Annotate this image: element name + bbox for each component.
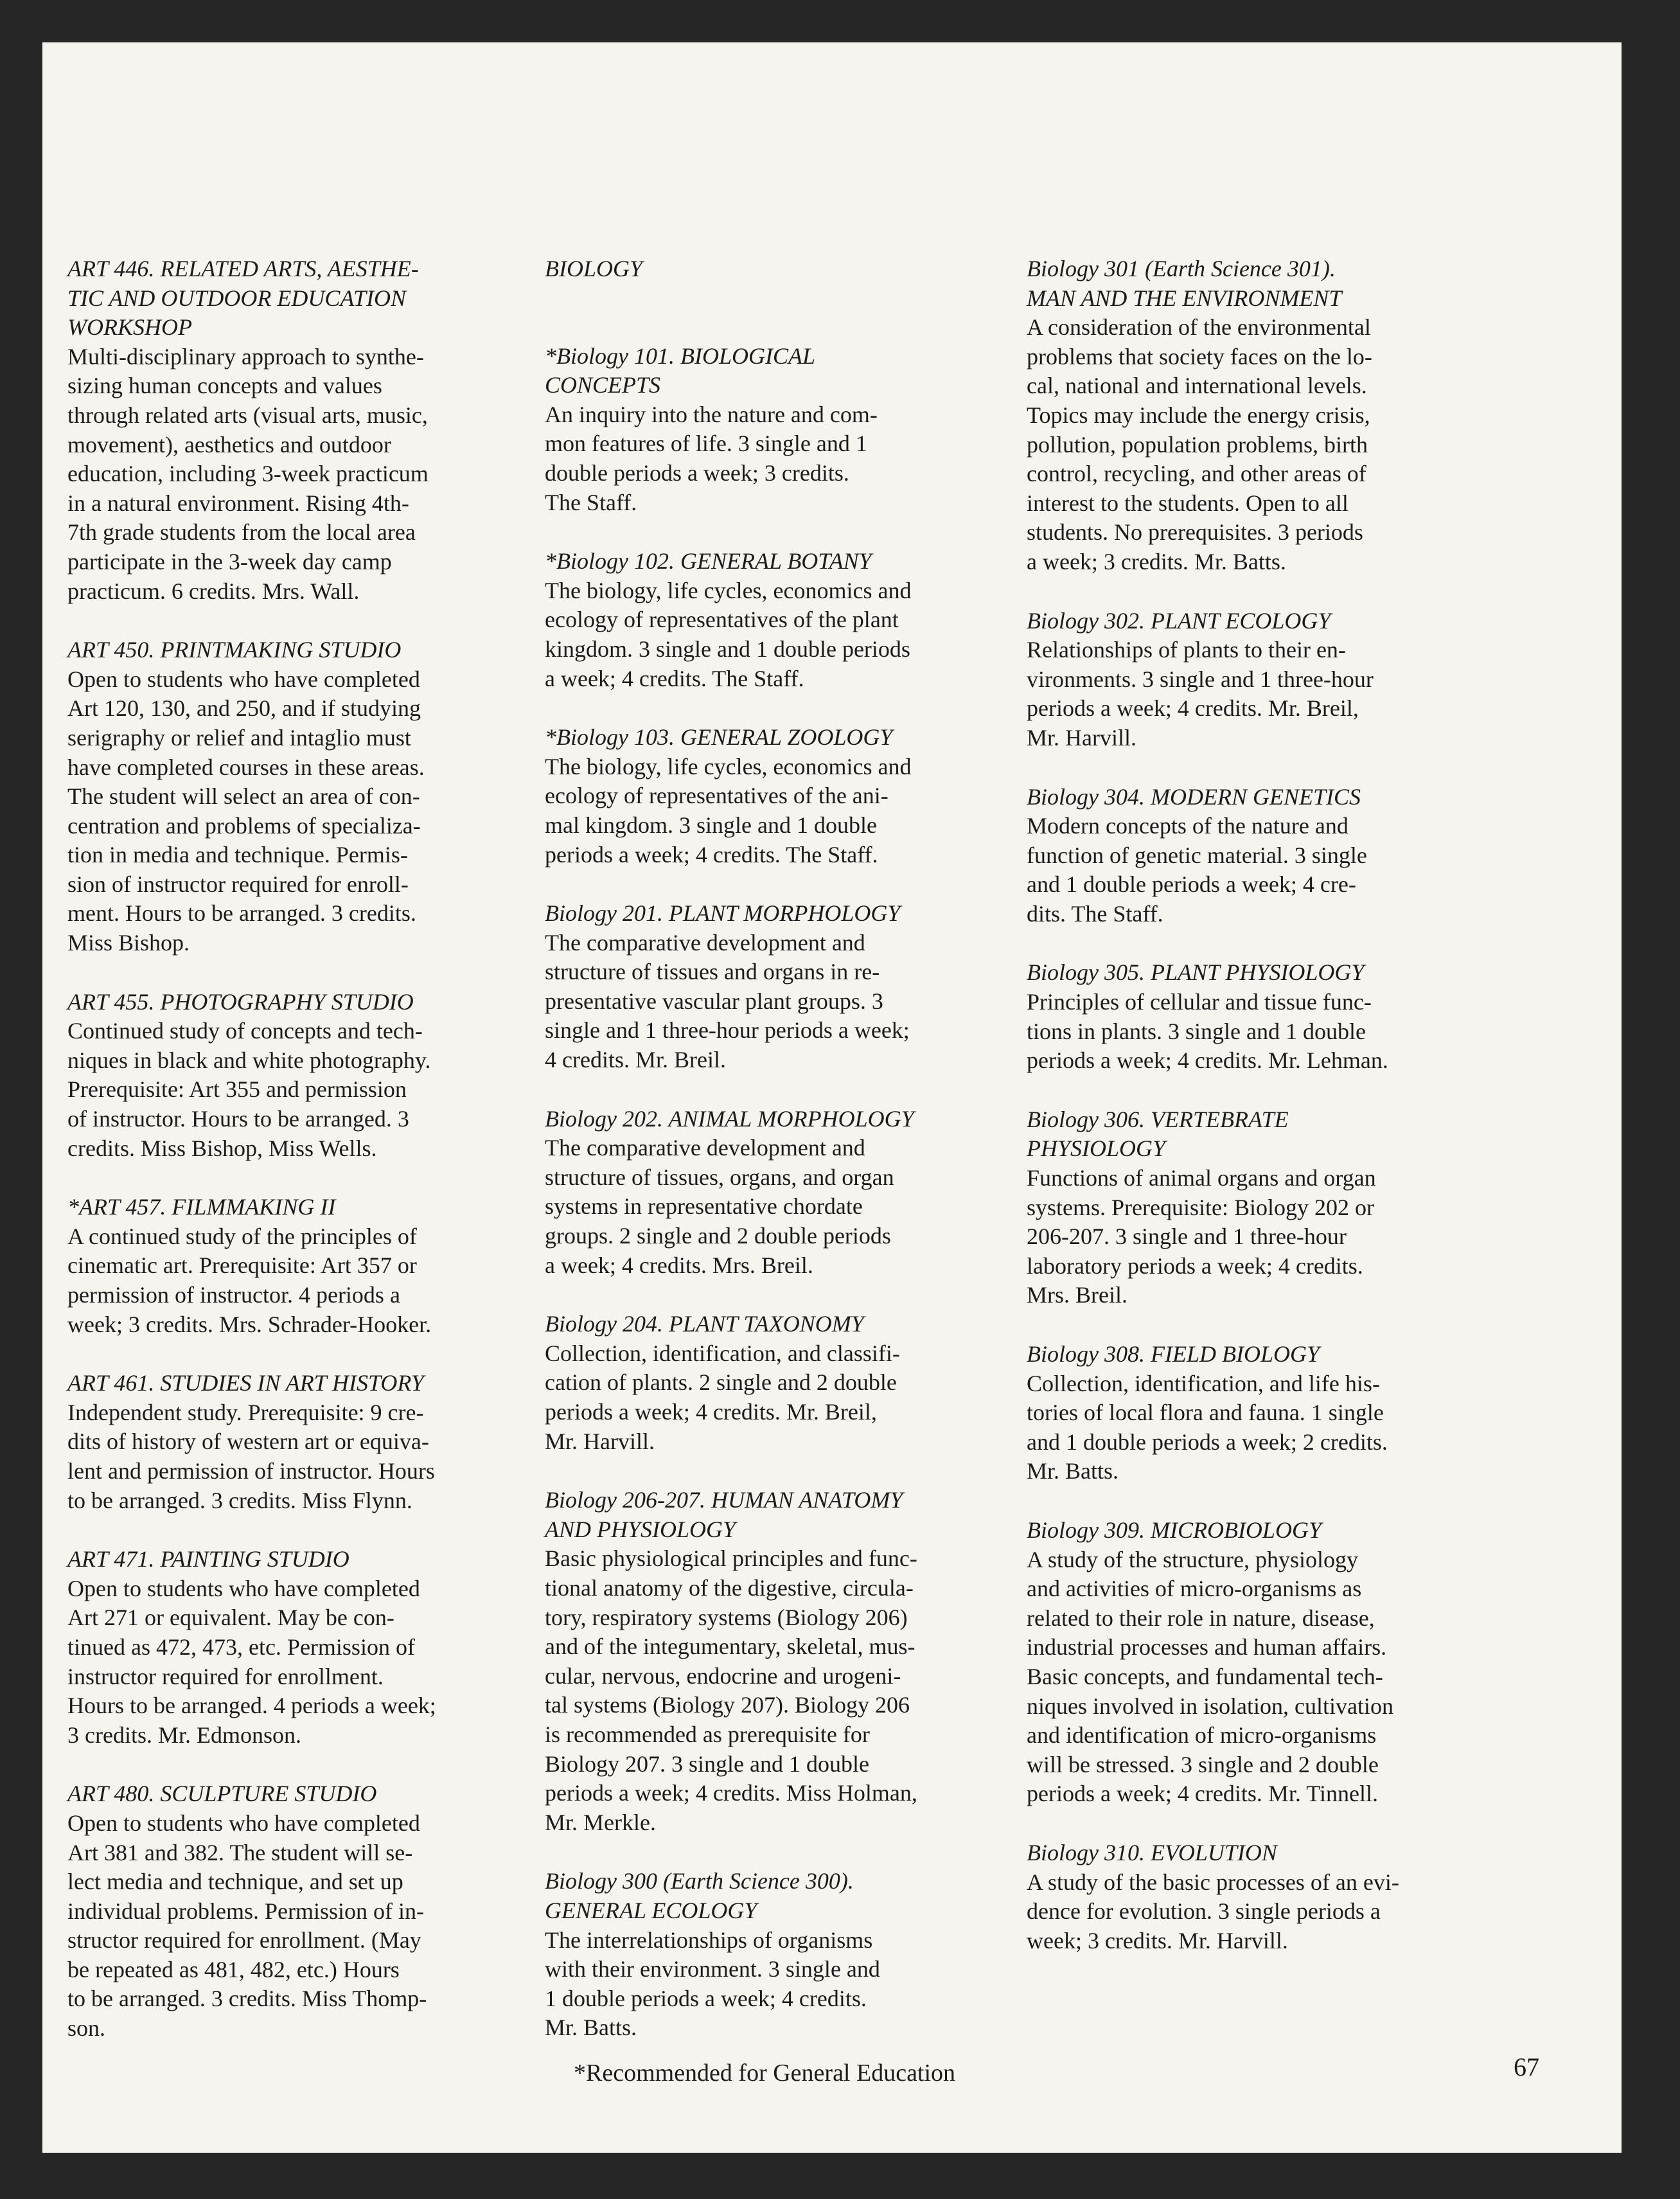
course-description: Modern concepts of the nature and function of genetic material. 3 single and 1 double periods a week; 4 cre- dits. The Staff. xyxy=(1027,813,1367,927)
course-title: Biology 304. MODERN GENETICS xyxy=(1027,783,1361,810)
course-title: Biology 201. PLANT MORPHOLOGY xyxy=(545,900,901,927)
course-title: Biology 204. PLANT TAXONOMY xyxy=(545,1311,864,1337)
course-description: Collection, identification, and life his- tories of local flora and fauna. 1 single and 1 double periods a week; 2 credits. Mr. Batts. xyxy=(1027,1370,1388,1484)
course-title: Biology 300 (Earth Science 300). GENERAL ECOLOGY xyxy=(545,1868,854,1923)
course-title: Biology 202. ANIMAL MORPHOLOGY xyxy=(545,1105,914,1132)
course-entry xyxy=(545,1867,1033,2043)
course-title: *Biology 103. GENERAL ZOOLOGY xyxy=(545,724,893,751)
course-title: Biology 302. PLANT ECOLOGY xyxy=(1027,607,1331,634)
course-title: ART 461. STUDIES IN ART HISTORY xyxy=(67,1370,424,1396)
course-description: Independent study. Prerequisite: 9 cre- dits of history of western art or equiva- lent and permission of instructor. Hours to be arranged. 3 credits. Miss Flynn. xyxy=(67,1399,435,1513)
catalog-page xyxy=(42,42,1622,2153)
course-description: The comparative development and structure of tissues, organs, and organ systems in representative chordate groups. 2 single and 2 double periods a week; 4 credits. Mrs. Breil. xyxy=(545,1135,894,1278)
course-description: The comparative development and structure of tissues and organs in re- presentative vascular plant groups. 3 single and 1 three-hour periods a week; 4 credits. Mr. Breil. xyxy=(545,929,910,1073)
course-entry xyxy=(1027,958,1528,1075)
course-entry xyxy=(1027,254,1528,577)
course-description: A study of the basic processes of an evi- dence for evolution. 3 single periods a week; 3 credits. Mr. Harvill. xyxy=(1027,1869,1399,1954)
course-description: Relationships of plants to their en- vironments. 3 single and 1 three-hour periods a week; 4 credits. Mr. Breil, Mr. Harvill. xyxy=(1027,637,1374,751)
course-entry xyxy=(67,1545,530,1750)
course-title: Biology 301 (Earth Science 301). MAN AND THE ENVIRONMENT xyxy=(1027,256,1342,311)
course-title: ART 446. RELATED ARTS, AESTHE- TIC AND OUTDOOR EDUCATION WORKSHOP xyxy=(67,256,419,341)
course-title: Biology 305. PLANT PHYSIOLOGY xyxy=(1027,959,1365,986)
course-title: ART 450. PRINTMAKING STUDIO xyxy=(67,637,402,663)
course-title: Biology 310. EVOLUTION xyxy=(1027,1839,1277,1865)
course-description: The interrelationships of organisms with their environment. 3 single and 1 double periods a week; 4 credits. Mr. Batts. xyxy=(545,1927,880,2041)
course-entry xyxy=(1027,1838,1528,1955)
section-heading: BIOLOGY xyxy=(545,256,643,281)
column-left xyxy=(67,254,530,2073)
course-title: Biology 309. MICROBIOLOGY xyxy=(1027,1517,1322,1543)
course-description: Basic physiological principles and func- tional anatomy of the digestive, circula- tory, respiratory systems (Biology 206) and of the integumentary, skeletal, mus- cular, nervous, endocrine and urogeni- tal systems (Biology 207). Biology 206 is recommended as prerequisite for Biology 207. 3 single and 1 double periods a week; 4 credits. Miss Holman, Mr. Merkle. xyxy=(545,1545,917,1835)
course-entry xyxy=(67,254,530,606)
course-description: Functions of animal organs and organ systems. Prerequisite: Biology 202 or 206-207. 3 single and 1 three-hour laboratory periods a week; 4 credits. Mrs. Breil. xyxy=(1027,1165,1376,1308)
course-entry xyxy=(1027,783,1528,929)
course-title: Biology 308. FIELD BIOLOGY xyxy=(1027,1341,1320,1367)
course-entry xyxy=(67,636,530,958)
course-entry xyxy=(1027,1516,1528,1809)
course-title: ART 480. SCULPTURE STUDIO xyxy=(67,1781,377,1807)
course-entry xyxy=(545,1486,1033,1837)
course-title: Biology 306. VERTEBRATE PHYSIOLOGY xyxy=(1027,1106,1289,1162)
course-description: A study of the structure, physiology and activities of micro-organisms as related to their role in nature, disease, industrial processes and human affairs. Basic concepts, and fundamental tech- niques involved in isolation, cultivation and identification of micro-organisms will be stressed. 3 single and 2 double periods a week; 4 credits. Mr. Tinnell. xyxy=(1027,1546,1393,1807)
course-entry xyxy=(1027,1105,1528,1310)
course-description: Collection, identification, and classifi- cation of plants. 2 single and 2 double periods a week; 4 credits. Mr. Breil, Mr. Harvill. xyxy=(545,1340,900,1454)
column-middle xyxy=(545,254,1033,2072)
course-title: Biology 206-207. HUMAN ANATOMY AND PHYSIOLOGY xyxy=(545,1487,903,1542)
course-entry xyxy=(1027,607,1528,753)
course-entry xyxy=(545,723,1033,869)
course-description: The biology, life cycles, economics and ecology of representatives of the plant kingdom. 3 single and 1 double periods a week; 4 credits. The Staff. xyxy=(545,577,912,691)
course-description: Continued study of concepts and tech- niques in black and white photography. Prerequisite: Art 355 and permission of instructor. Hours to be arranged. 3 credits. Miss Bishop, Miss Wells. xyxy=(67,1018,431,1161)
course-entry xyxy=(545,899,1033,1075)
course-description: Open to students who have completed Art 271 or equivalent. May be con- tinued as 472, 473, etc. Permission of instructor required for enrollment. Hours to be arranged. 4 periods a week; 3 credits. Mr. Edmonson. xyxy=(67,1575,436,1748)
page-number: 67 xyxy=(1514,2052,1539,2081)
footnote: *Recommended for General Education xyxy=(574,2060,956,2087)
course-entry xyxy=(1027,1340,1528,1486)
course-entry xyxy=(545,1105,1033,1281)
course-entry xyxy=(67,1779,530,2043)
course-description: A continued study of the principles of cinematic art. Prerequisite: Art 357 or permission of instructor. 4 periods a week; 3 credits. Mrs. Schrader-Hooker. xyxy=(67,1223,432,1337)
course-description: Open to students who have completed Art 381 and 382. The student will se- lect media and technique, and set up individual problems. Permission of in- structor required for enrollment. (May be repeated as 481, 482, etc.) Hours to be arranged. 3 credits. Miss Thomp- son. xyxy=(67,1810,427,2042)
course-description: The biology, life cycles, economics and ecology of representatives of the ani- mal kingdom. 3 single and 1 double periods a week; 4 credits. The Staff. xyxy=(545,753,912,868)
course-description: An inquiry into the nature and com- mon features of life. 3 single and 1 double periods a week; 3 credits. The Staff. xyxy=(545,401,878,515)
course-entry xyxy=(67,1369,530,1515)
course-description: Multi-disciplinary approach to synthe- sizing human concepts and values through related arts (visual arts, music, movement), aesthetics and outdoor education, including 3-week practicum in a natural environment. Rising 4th- 7th grade students from the local area participate in the 3-week day camp practicum. 6 credits. Mrs. Wall. xyxy=(67,343,429,604)
course-title: *Biology 102. GENERAL BOTANY xyxy=(545,548,872,574)
course-title: *Biology 101. BIOLOGICAL CONCEPTS xyxy=(545,343,815,398)
course-title: ART 455. PHOTOGRAPHY STUDIO xyxy=(67,988,414,1015)
column-right xyxy=(1027,254,1528,1985)
course-entry xyxy=(545,342,1033,518)
course-entry xyxy=(67,1193,530,1339)
course-entry xyxy=(545,547,1033,693)
course-entry xyxy=(67,988,530,1164)
course-title: ART 471. PAINTING STUDIO xyxy=(67,1546,349,1572)
course-description: A consideration of the environmental problems that society faces on the lo- cal, national and international levels. Topics may include the energy crisis, pollution, population problems, birth control, recycling, and other areas of interest to the students. Open to all students. No prerequisites. 3 periods a week; 3 credits. Mr. Batts. xyxy=(1027,314,1372,574)
course-entry xyxy=(545,1310,1033,1456)
course-description: Principles of cellular and tissue func- tions in plants. 3 single and 1 double periods a week; 4 credits. Mr. Lehman. xyxy=(1027,989,1388,1074)
course-title: *ART 457. FILMMAKING II xyxy=(67,1194,336,1220)
course-description: Open to students who have completed Art 120, 130, and 250, and if studying serigraphy or relief and intaglio must have completed courses in these areas. The student will select an area of con- centration and problems of specializa- tion in media and technique. Permis- sion of instructor required for enroll- ment. Hours to be arranged. 3 credits. Miss Bishop. xyxy=(67,666,425,956)
